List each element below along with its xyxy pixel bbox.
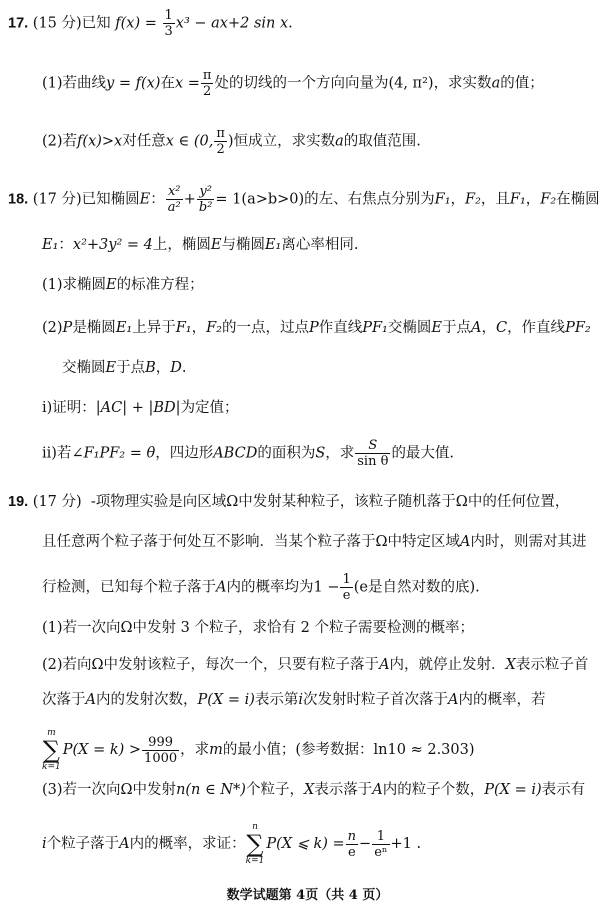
q19-part2: (2)若向Ω中发射该粒子，每次一个，只要有粒子落于A内，就停止发射．X表示粒子首 — [42, 657, 589, 673]
q17-number: 17. — [8, 15, 29, 32]
q19-sum-m: m ∑ k=1 — [42, 728, 61, 772]
q19-sum-n: n ∑ k=1 — [245, 822, 265, 866]
q19-part3: (3)若一次向Ω中发射n(n ∈ N*)个粒子，X表示落于A内的粒子个数，P(X = i)表示有 — [42, 782, 586, 798]
q17-p2-frac: $\frac{\pi}{2}$ — [216, 126, 225, 157]
q18-ii-frac: $\frac{S}{\text{sin θ}}$ — [357, 438, 389, 469]
q19-part1: (1)若一次向Ω中发射 3 个粒子，求恰有 2 个粒子需要检测的概率； — [42, 620, 474, 636]
q19-frac-999: $\frac{999}{1000}$ — [144, 734, 178, 766]
q18-frac-y: $\frac{\text{y²}}{\text{b²}}$ — [198, 184, 213, 215]
q18-sub-i: i)证明：|AC| + |BD|为定值； — [42, 400, 239, 416]
q17-eq: = — [140, 15, 162, 32]
q19-number: 19. — [8, 494, 29, 510]
q18-part1: (1)求椭圆E的标准方程； — [42, 277, 204, 293]
q18-frac-x: $\frac{\text{x²}}{\text{a²}}$ — [167, 184, 181, 215]
q18-number: 18. — [8, 191, 29, 208]
q18-line2: E₁：x²+3y² = 4上，椭圆E与椭圆E₁离心率相同. — [42, 237, 359, 253]
q17-frac: $\frac{1}{3}$ — [164, 8, 173, 39]
q19-frac-n-e: $\frac{n}{e}$ — [347, 828, 357, 860]
q18-score: (17 分) — [32, 191, 82, 208]
q17-p1-frac: $\frac{\pi}{2}$ — [202, 68, 212, 99]
q18-part2: (2)P是椭圆E₁上异于F₁，F₂的一点，过点P作直线PF₁交椭圆E于点A，C，作直线PF₂ — [42, 320, 591, 336]
q17-intro: 已知 — [81, 15, 111, 32]
q18-part2-cont: 交椭圆E于点B，D. — [62, 360, 187, 376]
q17-f: f(x) — [115, 15, 141, 32]
q17-part2: (2)若f(x)>x对任意x ∈ (0, $\frac{\pi}{2}$ )恒成立，求实数a的取值范围. — [42, 126, 421, 157]
q19-frac-e: $\frac{1}{e}$ — [342, 572, 351, 603]
q18-header: 18. (17 分)已知椭圆E： $\frac{\text{x²}}{\text{a²}}$ + $\frac{\text{y²}}{\text{b²}}$ = 1(a>b>0)的左、右焦点分别为F₁，F₂，且F₁，F₂在椭圆 — [8, 184, 600, 215]
q19-part2-sum: m ∑ k=1 P(X = k) > $\frac{999}{1000}$ ，求m的最小值；(参考数据：ln10 ≈ 2.303) — [42, 728, 475, 772]
q19-line3: 行检测，已知每个粒子落于A内的概率均为1 − $\frac{1}{e}$ (e是自然对数的底). — [42, 572, 480, 603]
q19-header — [8, 492, 569, 512]
q17-header — [8, 8, 293, 39]
q19-frac-1-en: $\frac{1}{\text{eⁿ}}$ — [374, 828, 388, 860]
q17-end: . — [288, 15, 293, 32]
q17-part1: (1)若曲线y = f(x)在x = $\frac{\pi}{2}$ 处的切线的一个方向向量为(4, π²)，求实数a的值； — [42, 68, 544, 99]
q19-part3-cont: i个粒子落于A内的概率，求证： n ∑ k=1 P(X ⩽ k) = $\frac{n}{e}$ − $\frac{1}{\text{eⁿ}}$ +1 . — [42, 822, 422, 866]
q18-sub-ii: ii)若∠F₁PF₂ = θ，四边形ABCD的面积为S，求 $\frac{S}{\text{sin θ}}$ 的最大值. — [42, 438, 455, 469]
q19-line1: -项物理实验是向区域Ω中发射某种粒子，该粒子随机落于Ω中的任何位置， — [90, 494, 570, 510]
q19-part2-cont: 次落于A内的发射次数，P(X = i)表示第i次发射时粒子首次落于A内的概率，若 — [42, 692, 546, 708]
q19-line2: 且任意两个粒子落于何处互不影响．当某个粒子落于Ω中特定区域A内时，则需对其进 — [42, 534, 587, 550]
page-footer: 数学试题第 4页（共 4 页） — [226, 888, 389, 903]
q17-formula: x³ − ax+2 sin x — [175, 15, 289, 32]
q19-score: (17 分) — [32, 494, 82, 510]
q17-score: (15 分) — [32, 15, 82, 32]
